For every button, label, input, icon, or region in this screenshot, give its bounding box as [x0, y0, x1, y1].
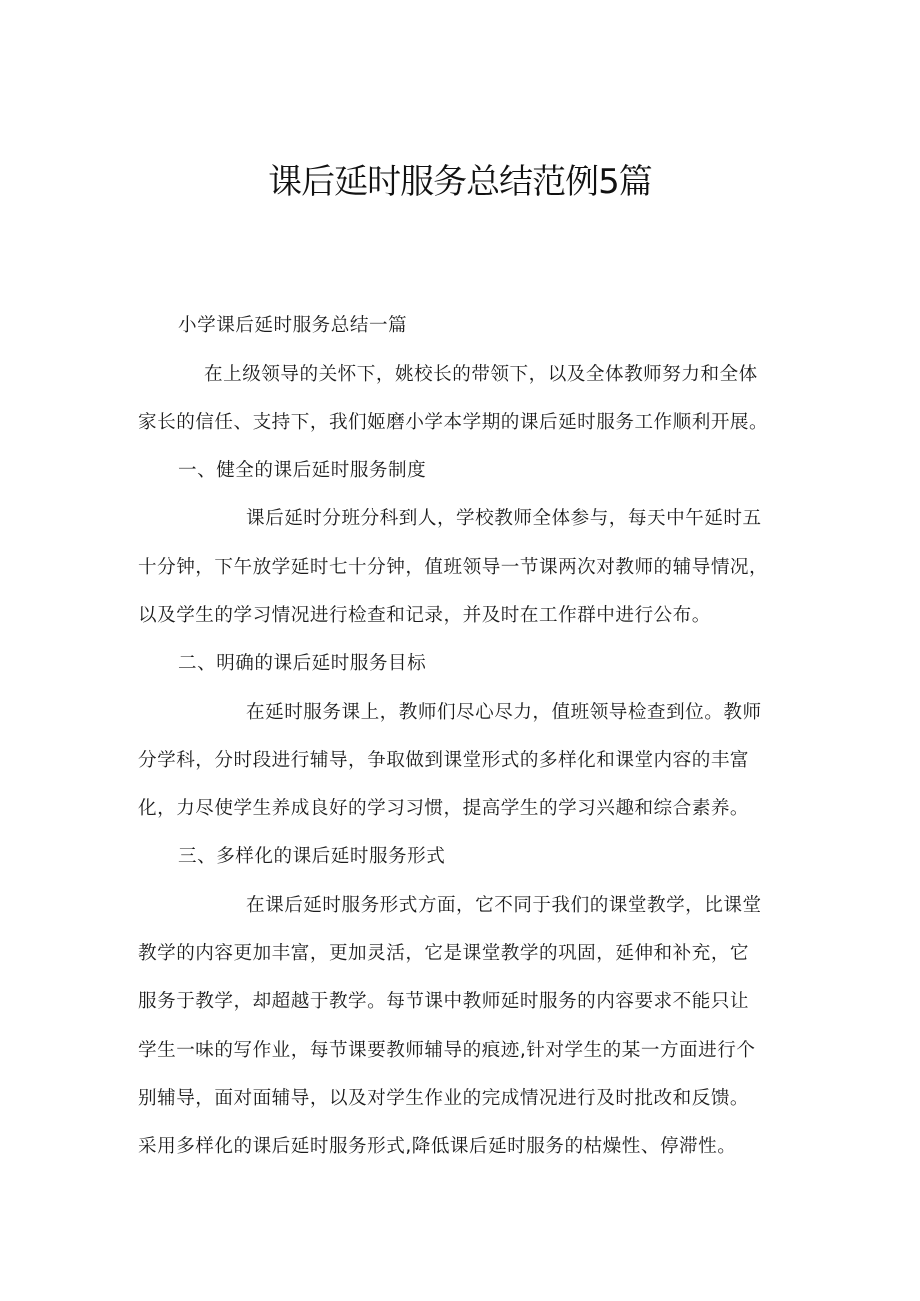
paragraph-1-line-2: 十分钟，下午放学延时七十分钟，值班领导一节课两次对教师的辅导情况，: [138, 557, 769, 578]
heading-1: 一、健全的课后延时服务制度: [178, 460, 427, 481]
heading-3: 三、多样化的课后延时服务形式: [178, 846, 446, 867]
intro-line-1: 在上级领导的关怀下，姚校长的带领下，以及全体教师努力和全体: [204, 364, 758, 385]
paragraph-3-line-1: 在课后延时服务形式方面，它不同于我们的课堂教学，比课堂: [246, 895, 762, 916]
paragraph-1-line-1: 课后延时分班分科到人，学校教师全体参与，每天中午延时五: [246, 508, 762, 529]
intro-line-2: 家长的信任、支持下，我们姬磨小学本学期的课后延时服务工作顺利开展。: [138, 412, 769, 433]
document-title: 课后延时服务总结范例5篇: [268, 162, 652, 202]
paragraph-2-line-1: 在延时服务课上，教师们尽心尽力，值班领导检查到位。教师: [246, 702, 762, 723]
paragraph-3-line-4: 学生一味的写作业，每节课要教师辅导的痕迹,针对学生的某一方面进行个: [138, 1040, 756, 1061]
paragraph-2-line-3: 化，力尽使学生养成良好的学习习惯，提高学生的学习兴趣和综合素养。: [138, 798, 750, 819]
paragraph-2-line-2: 分学科，分时段进行辅导，争取做到课堂形式的多样化和课堂内容的丰富: [138, 750, 750, 771]
paragraph-1-line-3: 以及学生的学习情况进行检查和记录，并及时在工作群中进行公布。: [138, 605, 711, 626]
heading-2: 二、明确的课后延时服务目标: [178, 653, 427, 674]
paragraph-3-line-6: 采用多样化的课后延时服务形式,降低课后延时服务的枯燥性、停滞性。: [138, 1136, 737, 1157]
section-title: 小学课后延时服务总结一篇: [178, 315, 408, 336]
paragraph-3-line-5: 别辅导，面对面辅导，以及对学生作业的完成情况进行及时批改和反馈。: [138, 1088, 750, 1109]
paragraph-3-line-3: 服务于教学，却超越于教学。每节课中教师延时服务的内容要求不能只让: [138, 991, 750, 1012]
paragraph-3-line-2: 教学的内容更加丰富，更加灵活，它是课堂教学的巩固，延伸和补充，它: [138, 943, 750, 964]
